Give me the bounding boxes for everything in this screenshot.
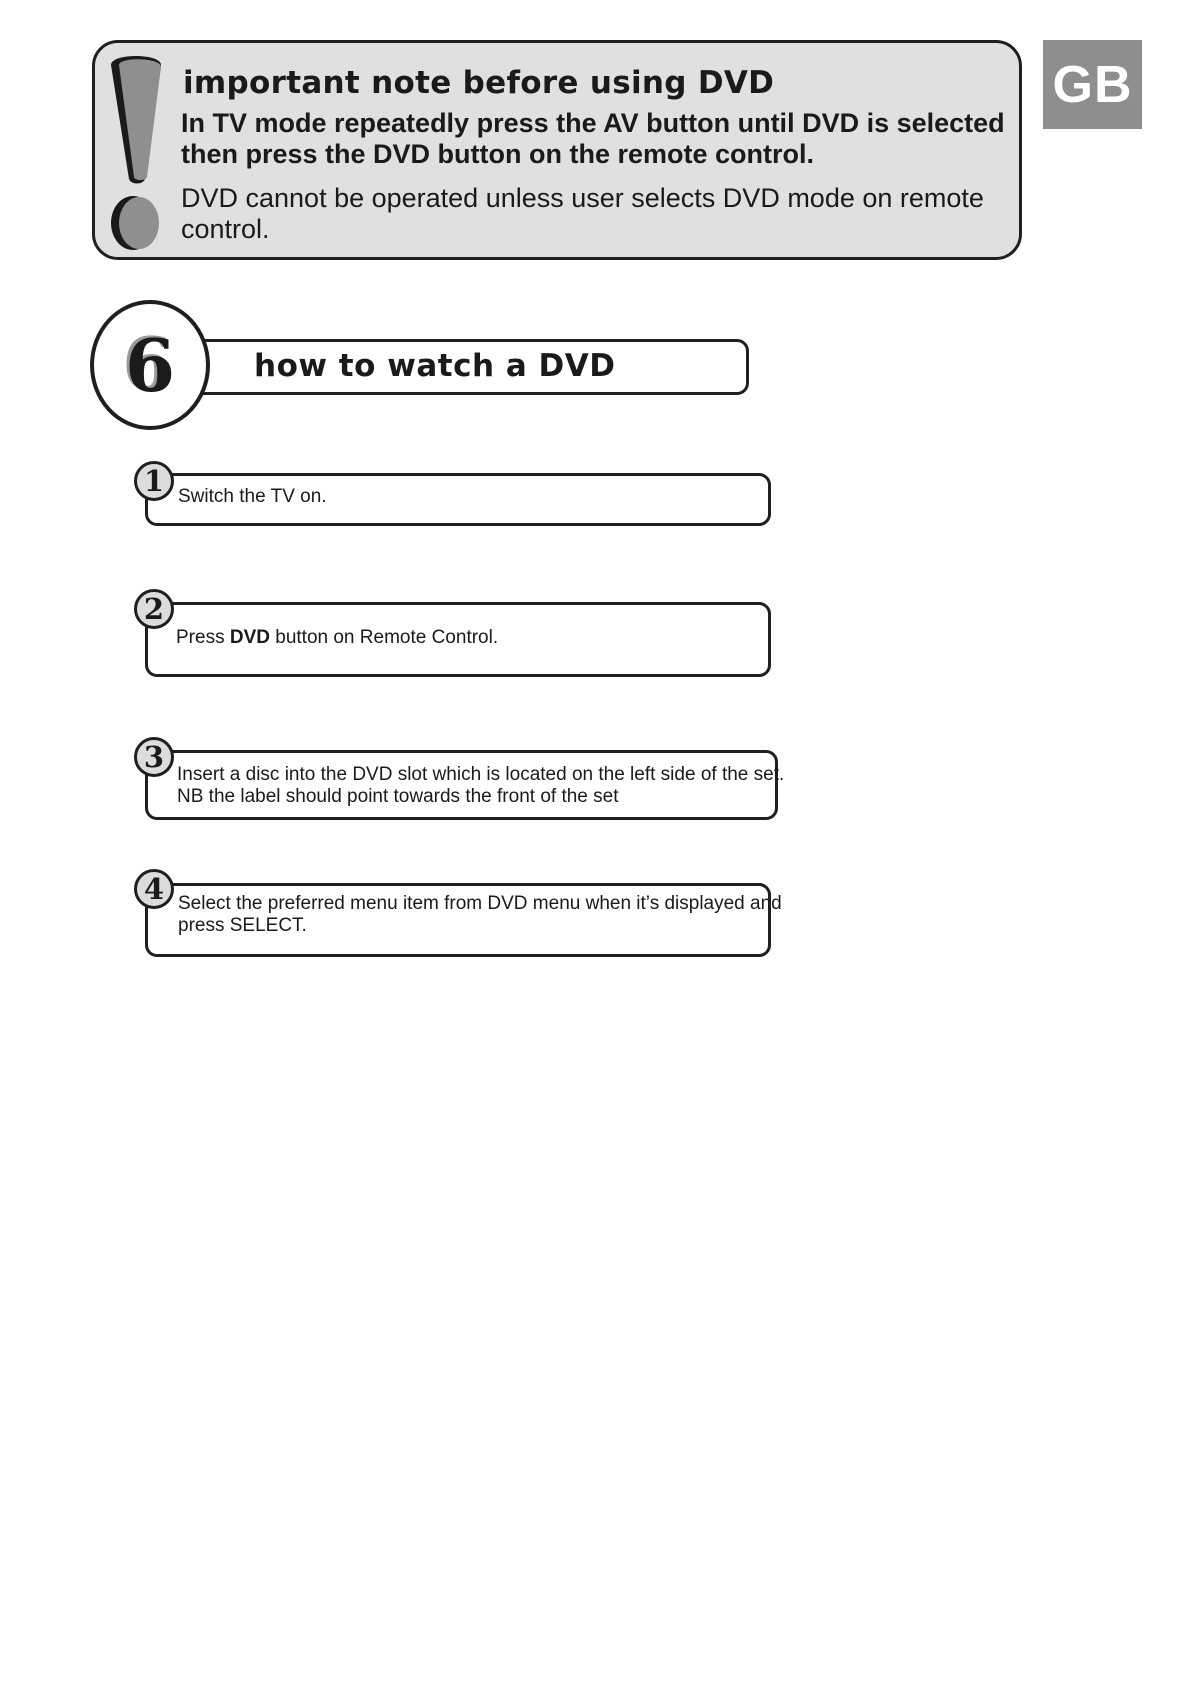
note-instruction-line: then press the DVD button on the remote control. xyxy=(181,139,815,169)
note-instruction xyxy=(181,108,1011,170)
step-line: Insert a disc into the DVD slot which is located on the left side of the set. xyxy=(177,764,785,785)
step-line: Switch the TV on. xyxy=(178,486,327,507)
language-tab: GB xyxy=(1043,40,1142,129)
note-instruction-line: In TV mode repeatedly press the AV button until DVD is selected xyxy=(181,108,1005,138)
note-title: important note before using DVD xyxy=(183,65,775,101)
note-warning-line: control. xyxy=(181,214,270,244)
step-text xyxy=(178,486,327,508)
step-line: Select the preferred menu item from DVD menu when it’s displayed and xyxy=(178,893,782,914)
important-note-box xyxy=(92,40,1022,260)
note-warning xyxy=(181,183,1011,245)
section-number: 6 xyxy=(124,322,176,408)
step-number-badge: 2 xyxy=(134,589,174,629)
step-bold-term: DVD xyxy=(229,627,270,648)
step-line: press SELECT. xyxy=(178,915,307,936)
step-line: NB the label should point towards the front of the set xyxy=(177,786,619,807)
note-warning-line: DVD cannot be operated unless user selects DVD mode on remote xyxy=(181,183,984,213)
section-title: how to watch a DVD xyxy=(254,348,616,384)
step-text xyxy=(177,764,784,808)
step-text xyxy=(176,627,498,649)
step-number-badge: 4 xyxy=(134,869,174,909)
step-number-badge: 1 xyxy=(134,461,174,501)
step-number-badge: 3 xyxy=(134,737,174,777)
step-text xyxy=(178,893,782,937)
exclamation-icon xyxy=(105,51,167,251)
step-prefix: Press xyxy=(176,627,230,648)
step-suffix: button on Remote Control. xyxy=(269,627,499,648)
